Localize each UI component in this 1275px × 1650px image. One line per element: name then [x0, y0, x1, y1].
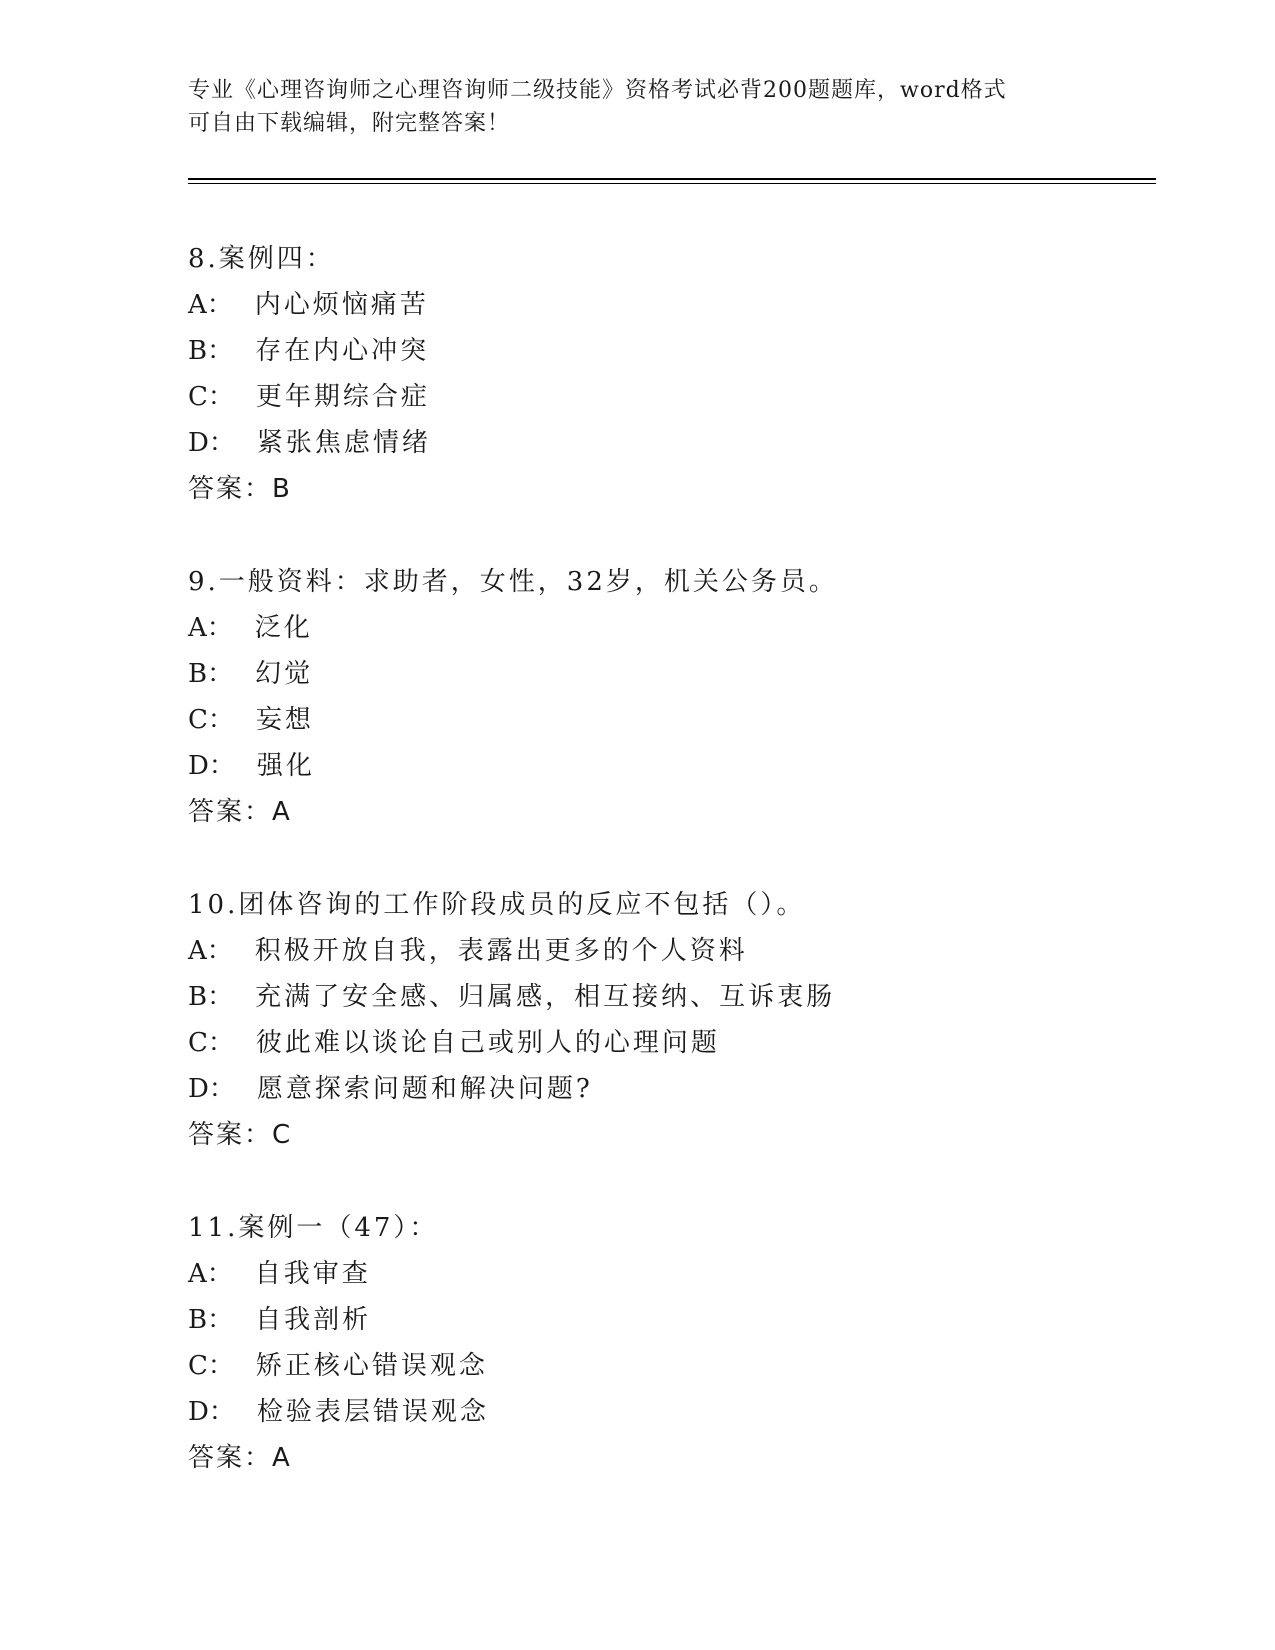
option-text: 存在内心冲突	[255, 336, 430, 366]
option-text: 内心烦恼痛苦	[254, 290, 429, 320]
option-text: 愿意探索问题和解决问题?	[256, 1074, 593, 1104]
option-key: D：	[188, 751, 235, 781]
option-key: B：	[188, 1305, 234, 1335]
option-text: 泛化	[254, 613, 313, 643]
option-b	[188, 974, 1156, 1020]
option-text: 幻觉	[255, 659, 314, 689]
option-c	[188, 374, 1156, 420]
option-b	[188, 1297, 1156, 1343]
option-text: 检验表层错误观念	[256, 1397, 489, 1427]
answer-line: 答案：A	[188, 797, 292, 827]
question-stem: 8.案例四：	[188, 244, 335, 274]
option-key: A：	[188, 613, 233, 643]
option-key: C：	[188, 1028, 234, 1058]
option-key: A：	[188, 936, 233, 966]
answer-line: 答案：B	[188, 474, 292, 504]
option-key: C：	[188, 382, 234, 412]
option-key: C：	[188, 705, 234, 735]
option-key: B：	[188, 659, 234, 689]
option-text: 彼此难以谈论自己或别人的心理问题	[255, 1028, 720, 1058]
header-line-1: 专业《心理咨询师之心理咨询师二级技能》资格考试必背200题题库，word格式	[188, 78, 1007, 103]
option-d	[188, 1066, 1156, 1112]
option-b	[188, 328, 1156, 374]
option-d	[188, 420, 1156, 466]
question-stem: 9.一般资料：求助者，女性，32岁，机关公务员。	[188, 567, 838, 597]
question-list	[188, 236, 1156, 1528]
option-c	[188, 1020, 1156, 1066]
header-line-2: 可自由下载编辑，附完整答案！	[188, 111, 511, 136]
option-text: 更年期综合症	[255, 382, 430, 412]
option-c	[188, 1343, 1156, 1389]
question-item	[188, 882, 1156, 1158]
header-divider-thin	[188, 183, 1156, 184]
option-a	[188, 605, 1156, 651]
option-key: D：	[188, 1074, 235, 1104]
option-c	[188, 697, 1156, 743]
document-header	[188, 74, 1088, 140]
option-key: C：	[188, 1351, 234, 1381]
question-stem: 10.团体咨询的工作阶段成员的反应不包括（）。	[188, 890, 806, 920]
option-b	[188, 651, 1156, 697]
option-text: 自我剖析	[255, 1305, 372, 1335]
option-key: A：	[188, 290, 233, 320]
answer-line: 答案：C	[188, 1120, 293, 1150]
option-key: B：	[188, 336, 234, 366]
option-d	[188, 743, 1156, 789]
option-text: 积极开放自我，表露出更多的个人资料	[254, 936, 748, 966]
option-text: 紧张焦虑情绪	[256, 428, 431, 458]
option-text: 矫正核心错误观念	[255, 1351, 488, 1381]
question-item	[188, 559, 1156, 835]
header-divider-thick	[188, 178, 1156, 180]
option-key: B：	[188, 982, 234, 1012]
question-item	[188, 1205, 1156, 1481]
option-a	[188, 282, 1156, 328]
option-text: 强化	[256, 751, 315, 781]
answer-line: 答案：A	[188, 1443, 292, 1473]
question-stem: 11.案例一（47）：	[188, 1213, 439, 1243]
option-text: 充满了安全感、归属感，相互接纳、互诉衷肠	[255, 982, 836, 1012]
option-text: 妄想	[255, 705, 314, 735]
option-text: 自我审查	[254, 1259, 371, 1289]
option-d	[188, 1389, 1156, 1435]
option-key: A：	[188, 1259, 233, 1289]
option-a	[188, 1251, 1156, 1297]
question-item	[188, 236, 1156, 512]
option-key: D：	[188, 1397, 235, 1427]
option-a	[188, 928, 1156, 974]
option-key: D：	[188, 428, 235, 458]
